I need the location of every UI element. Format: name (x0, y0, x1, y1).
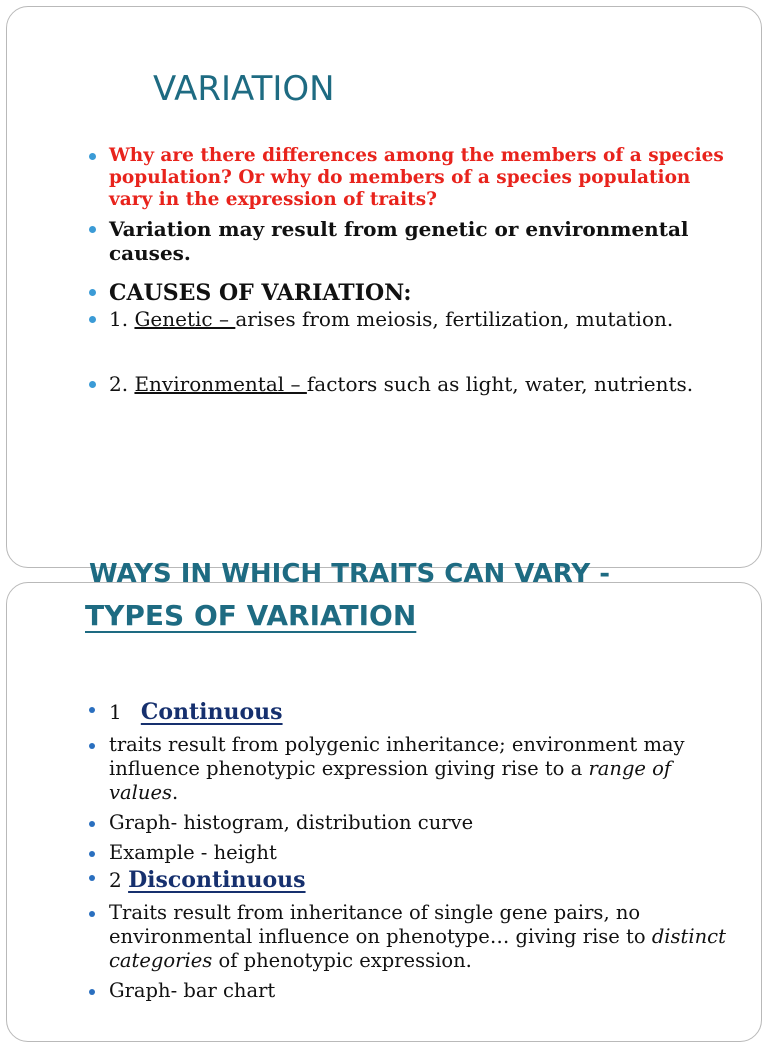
slide-title: VARIATION (153, 69, 335, 109)
causes-heading: CAUSES OF VARIATION: (85, 279, 735, 307)
statement-bullet: Variation may result from genetic or environmental causes. (85, 217, 735, 265)
desc-text: Traits result from inheritance of single gene pairs, no environmental influence on phenotype… giving rise to (109, 901, 652, 948)
desc-emphasis: distinct categories (109, 925, 726, 972)
genetic-cause (85, 307, 735, 332)
continuous-desc (85, 733, 745, 805)
environmental-term: Environmental – (134, 372, 307, 396)
continuous-heading (85, 697, 745, 727)
desc-text: of phenotypic expression. (212, 949, 472, 972)
bullet-list (85, 697, 745, 1003)
desc-text: . (172, 781, 179, 804)
continuous-label: Continuous (140, 699, 283, 725)
question-bullet: Why are there differences among the members of a species population? Or why do members of a species population vary in the expression of traits? (85, 145, 735, 211)
slide-variation (6, 6, 762, 568)
item-number: 2 (109, 868, 122, 892)
continuous-example: Example - height (85, 841, 745, 865)
item-number: 2. (109, 372, 135, 396)
discontinuous-desc (85, 901, 745, 973)
item-number: 1 (109, 700, 122, 724)
genetic-term: Genetic – (134, 307, 236, 331)
discontinuous-label: Discontinuous (128, 867, 306, 893)
environmental-cause (85, 372, 735, 397)
discontinuous-graph: Graph- bar chart (85, 979, 745, 1003)
bullet-list (85, 145, 735, 397)
environmental-desc: factors such as light, water, nutrients. (306, 372, 694, 396)
discontinuous-heading (85, 865, 745, 895)
continuous-graph: Graph- histogram, distribution curve (85, 811, 745, 835)
desc-text: traits result from polygenic inheritance; environment may influence phenotypic expression giving rise to a (109, 733, 685, 780)
slide-title: TYPES OF VARIATION (85, 599, 417, 632)
slide-types-of-variation (6, 559, 762, 1042)
item-number: 1. (109, 307, 135, 331)
desc-emphasis: range of values (109, 757, 672, 804)
overlap-title: WAYS IN WHICH TRAITS CAN VARY - (89, 559, 611, 589)
genetic-desc: arises from meiosis, fertilization, mutation. (235, 307, 674, 331)
